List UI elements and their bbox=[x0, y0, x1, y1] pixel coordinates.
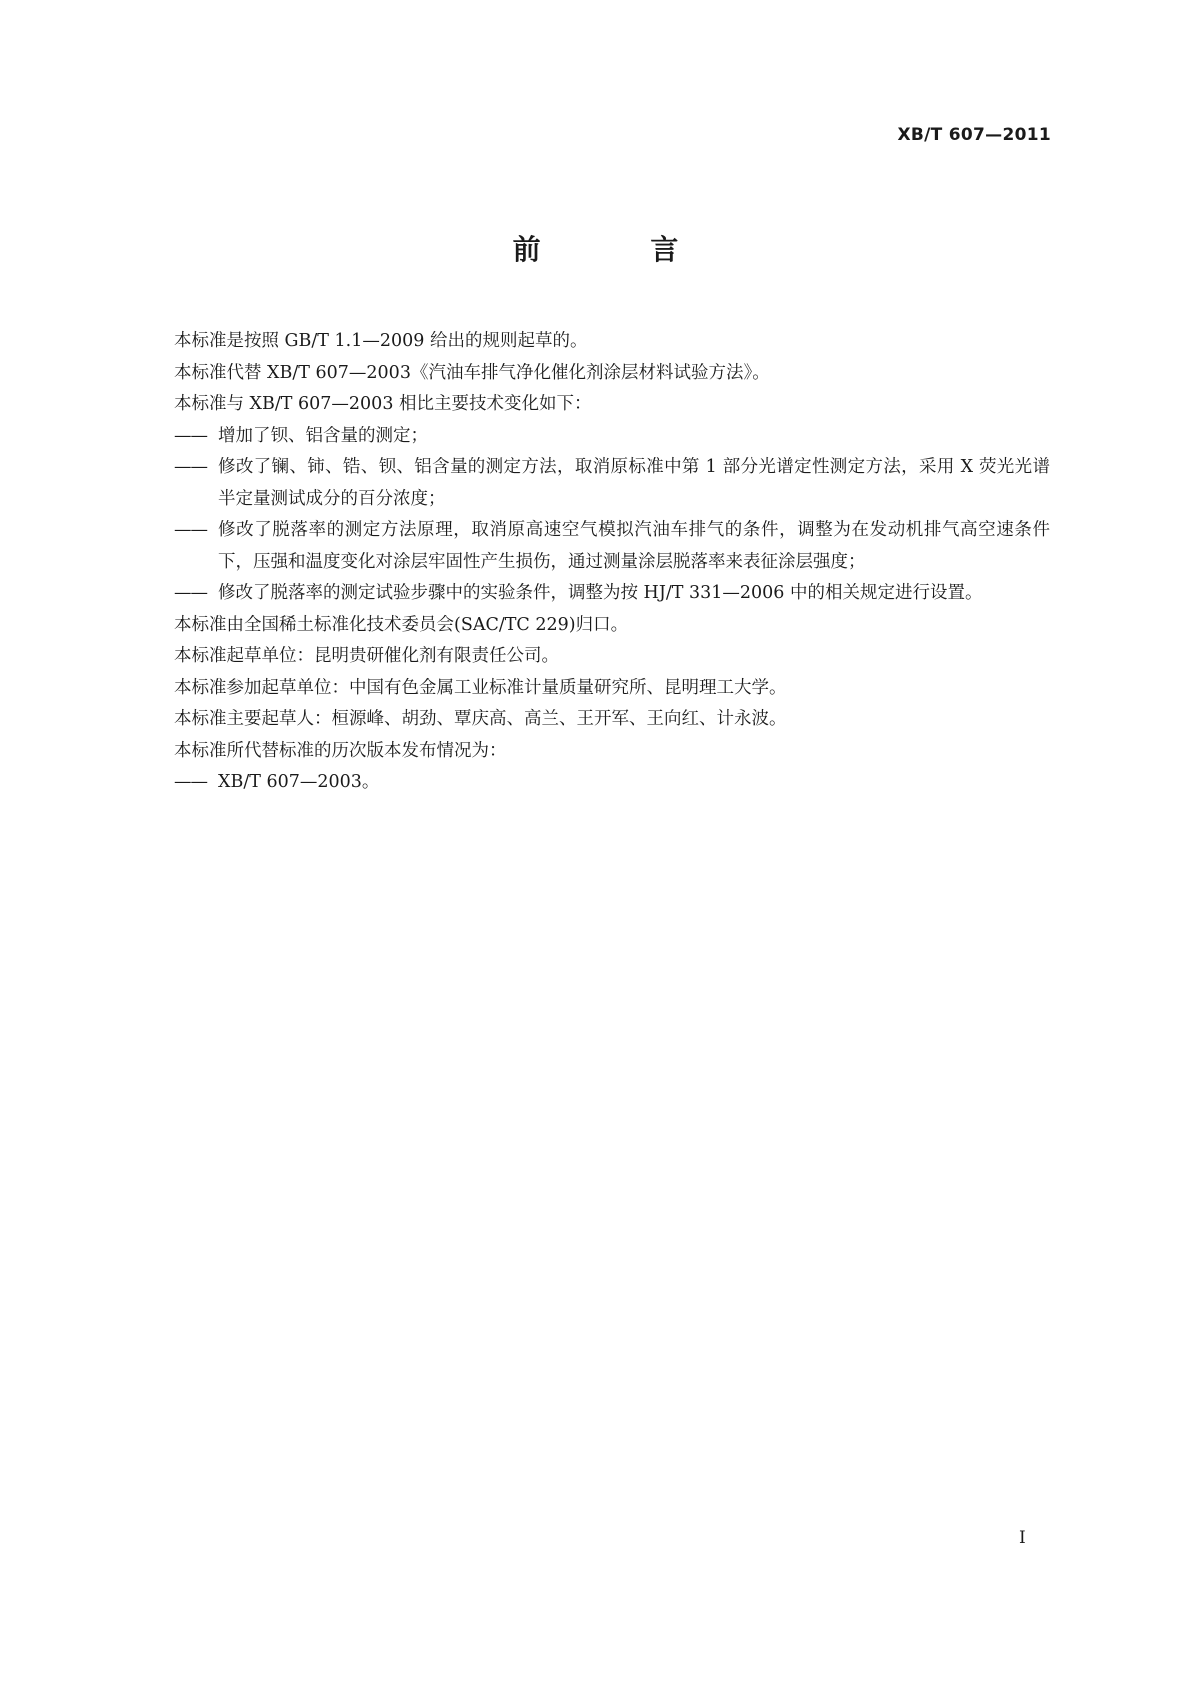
paragraph-main-drafters: 本标准主要起草人：桓源峰、胡劲、覃庆高、高兰、王开军、王向红、计永波。 bbox=[174, 709, 787, 729]
paragraph-drafting-rules: 本标准是按照 GB/T 1.1—2009 给出的规则起草的。 bbox=[174, 331, 588, 351]
change-item-text: 修改了镧、铈、锆、钡、铝含量的测定方法，取消原标准中第 1 部分光谱定性测定方法，采用 X 荧光光谱半定量测试成分的百分浓度； bbox=[218, 457, 1050, 509]
change-item bbox=[174, 515, 1050, 578]
change-item-text: 修改了脱落率的测定方法原理，取消原高速空气模拟汽油车排气的条件，调整为在发动机排气高空速条件下，压强和温度变化对涂层牢固性产生损伤，通过测量涂层脱落率来表征涂层强度； bbox=[218, 520, 1050, 572]
change-item bbox=[174, 452, 1050, 515]
document-code: XB/T 607—2011 bbox=[897, 125, 1051, 145]
change-item-text: 修改了脱落率的测定试验步骤中的实验条件，调整为按 HJ/T 331—2006 中的相关规定进行设置。 bbox=[218, 583, 983, 603]
paragraph-history-intro: 本标准所代替标准的历次版本发布情况为： bbox=[174, 740, 507, 761]
change-item bbox=[174, 421, 1050, 453]
paragraph-responsible-committee: 本标准由全国稀土标准化技术委员会(SAC/TC 229)归口。 bbox=[174, 614, 629, 635]
paragraph-drafting-unit: 本标准起草单位：昆明贵研催化剂有限责任公司。 bbox=[174, 646, 559, 666]
change-item bbox=[174, 578, 1050, 610]
page-title: 前 言 bbox=[512, 233, 729, 266]
dash-marker: —— bbox=[174, 520, 207, 540]
dash-marker: —— bbox=[174, 425, 207, 446]
page-number: I bbox=[1019, 1528, 1026, 1548]
dash-marker: —— bbox=[174, 457, 207, 477]
history-item-text: XB/T 607—2003。 bbox=[218, 772, 380, 792]
dash-marker: —— bbox=[174, 583, 207, 603]
dash-marker: —— bbox=[174, 772, 207, 792]
foreword-body bbox=[174, 326, 1050, 799]
paragraph-participating-units: 本标准参加起草单位：中国有色金属工业标准计量质量研究所、昆明理工大学。 bbox=[174, 677, 787, 698]
history-item bbox=[174, 767, 1050, 799]
paragraph-changes-intro: 本标准与 XB/T 607—2003 相比主要技术变化如下： bbox=[174, 394, 592, 414]
paragraph-replaces: 本标准代替 XB/T 607—2003《汽油车排气净化催化剂涂层材料试验方法》。 bbox=[174, 362, 770, 383]
change-item-text: 增加了钡、铝含量的测定； bbox=[218, 425, 428, 446]
